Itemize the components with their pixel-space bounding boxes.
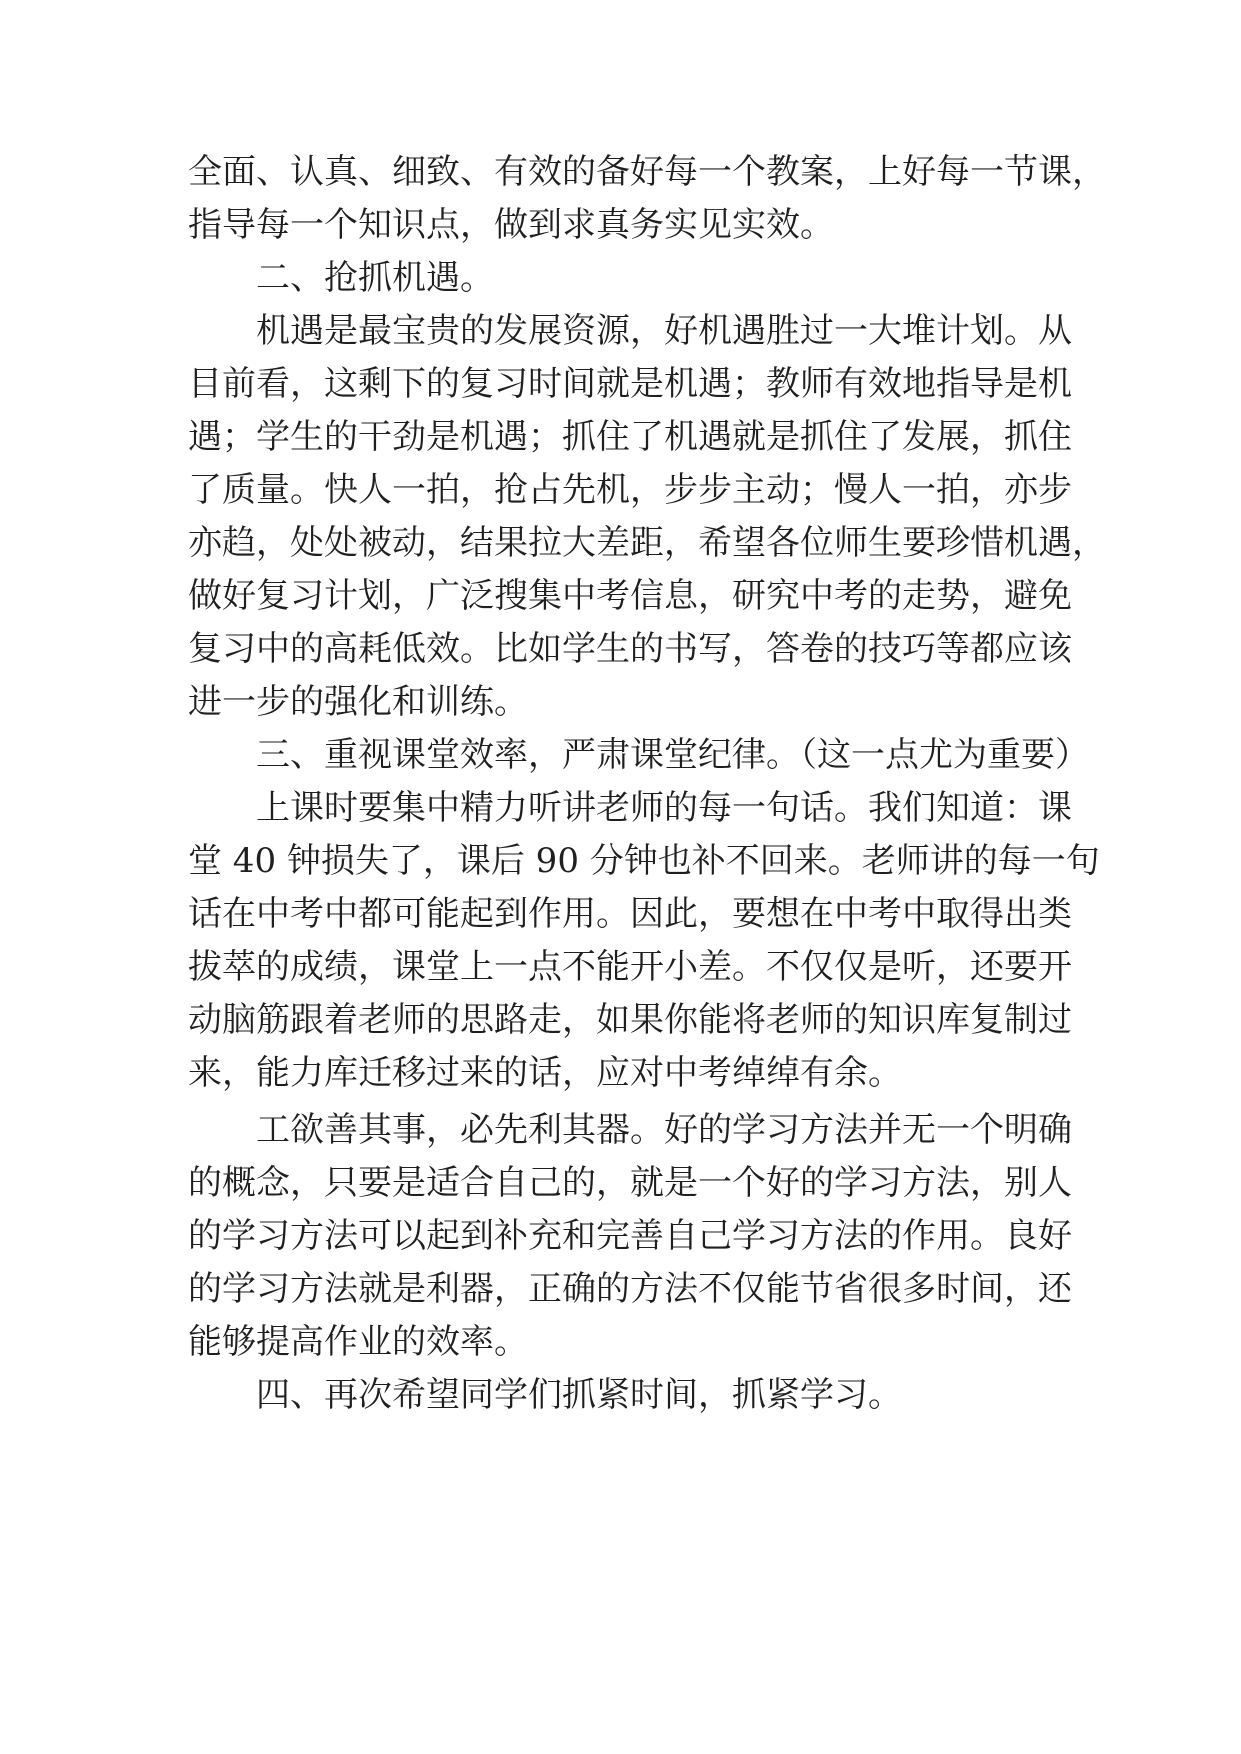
text-line-22: 的学习方法就是利器，正确的方法不仅能节省很多时间，还 — [188, 1269, 1072, 1309]
text-line-23: 能够提高作业的效率。 — [188, 1322, 528, 1362]
text-line-8: 亦趋，处处被动，结果拉大差距，希望各位师生要珍惜机遇， — [188, 523, 1106, 563]
text-line-13: 上课时要集中精力听讲老师的每一句话。我们知道：课 — [256, 788, 1072, 828]
text-line-21: 的学习方法可以起到补充和完善自己学习方法的作用。良好 — [188, 1216, 1072, 1256]
text-line-6: 遇；学生的干劲是机遇；抓住了机遇就是抓住了发展，抓住 — [188, 417, 1072, 457]
text-line-5: 目前看，这剩下的复习时间就是机遇；教师有效地指导是机 — [188, 364, 1072, 404]
text-line-4: 机遇是最宝贵的发展资源，好机遇胜过一大堆计划。从 — [256, 311, 1072, 351]
text-line-7: 了质量。快人一拍，抢占先机，步步主动；慢人一拍，亦步 — [188, 470, 1072, 510]
text-line-2: 指导每一个知识点，做到求真务实见实效。 — [188, 205, 834, 245]
text-line-18: 来，能力库迁移过来的话，应对中考绰绰有余。 — [188, 1053, 902, 1093]
text-line-16: 拔萃的成绩，课堂上一点不能开小差。不仅仅是听，还要开 — [188, 947, 1072, 987]
text-line-17: 动脑筋跟着老师的思路走，如果你能将老师的知识库复制过 — [188, 1000, 1072, 1040]
section-heading-3: 三、重视课堂效率，严肃课堂纪律。（这一点尤为重要） — [256, 735, 1089, 775]
text-line-10: 复习中的高耗低效。比如学生的书写，答卷的技巧等都应该 — [188, 629, 1072, 669]
text-line-9: 做好复习计划，广泛搜集中考信息，研究中考的走势，避免 — [188, 576, 1072, 616]
text-line-15: 话在中考中都可能起到作用。因此，要想在中考中取得出类 — [188, 894, 1072, 934]
text-line-14: 堂 40 钟损失了，课后 90 分钟也补不回来。老师讲的每一句 — [188, 841, 1100, 881]
section-heading-2: 二、抢抓机遇。 — [256, 258, 494, 298]
text-line-19: 工欲善其事，必先利其器。好的学习方法并无一个明确 — [256, 1110, 1072, 1150]
text-line-20: 的概念，只要是适合自己的，就是一个好的学习方法，别人 — [188, 1163, 1072, 1203]
section-heading-4: 四、再次希望同学们抓紧时间，抓紧学习。 — [256, 1375, 902, 1415]
text-line-1: 全面、认真、细致、有效的备好每一个教案，上好每一节课， — [188, 152, 1106, 192]
text-line-11: 进一步的强化和训练。 — [188, 682, 528, 722]
